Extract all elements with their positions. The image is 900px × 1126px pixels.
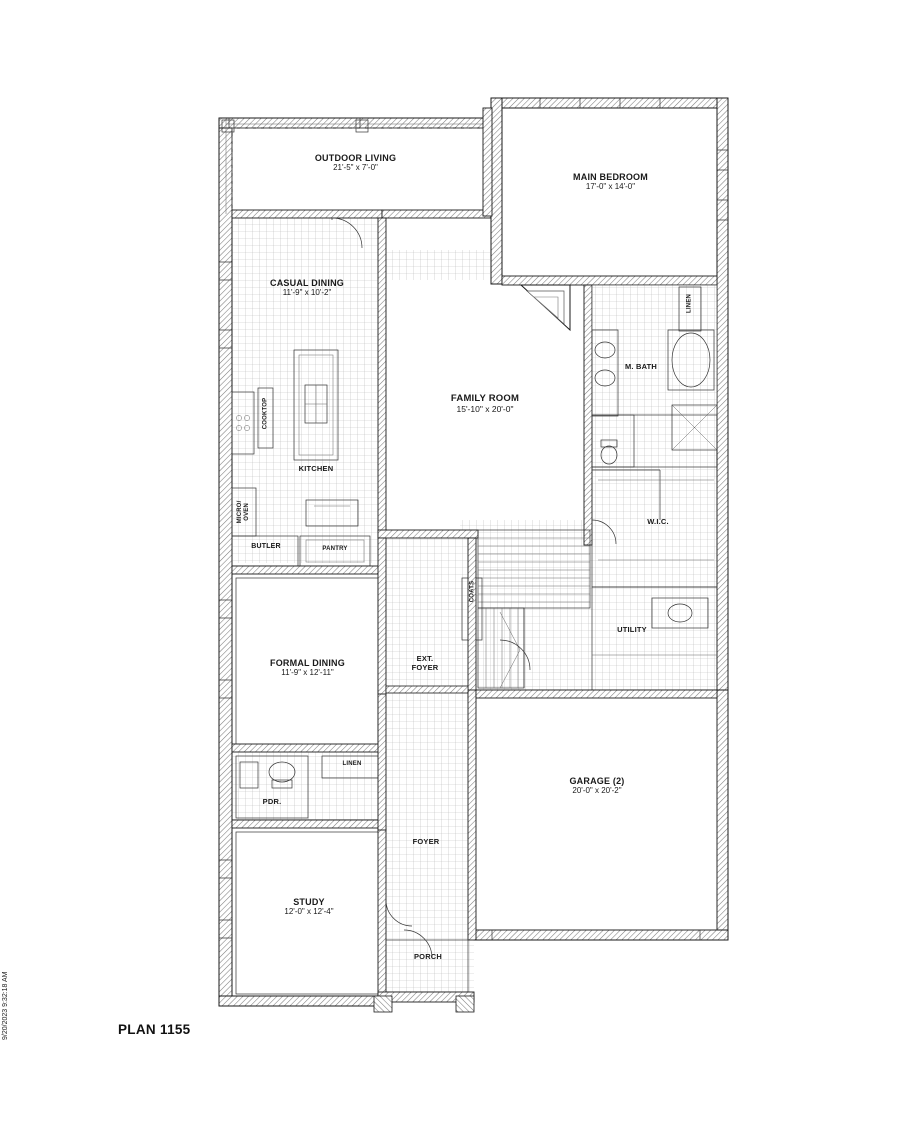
room-name-m-bath: M. BATH xyxy=(624,362,658,371)
room-name-kitchen: KITCHEN xyxy=(298,464,334,473)
linen-lower-text: LINEN xyxy=(342,761,362,767)
room-label-family-room xyxy=(393,394,577,415)
room-label-m-bath xyxy=(596,363,686,372)
micro-oven-line2: OVEN xyxy=(244,502,250,521)
room-name-pantry: PANTRY xyxy=(322,546,348,552)
room-dim-garage: 20'-0" x 20'-2" xyxy=(572,786,622,796)
room-name-utility: UTILITY xyxy=(617,625,647,634)
linen-upper-text: LINEN xyxy=(686,293,693,313)
room-label-wic xyxy=(613,518,703,527)
annotation-linen-upper xyxy=(659,293,721,313)
room-label-main-bedroom xyxy=(508,172,713,192)
room-dim-outdoor-living: 21'-5" x 7'-0" xyxy=(333,163,378,173)
annotation-cooktop xyxy=(235,397,297,430)
room-name-main-bedroom: MAIN BEDROOM xyxy=(573,172,648,182)
room-label-butler xyxy=(236,543,296,551)
room-name-garage: GARAGE (2) xyxy=(569,776,625,786)
room-name-pdr: PDR. xyxy=(262,797,282,806)
room-name-butler: BUTLER xyxy=(251,543,281,550)
room-name-foyer: FOYER xyxy=(412,837,440,846)
room-name-study: STUDY xyxy=(293,897,325,907)
room-label-ext-foyer xyxy=(390,655,460,672)
micro-oven-line1: MICRO/ xyxy=(237,500,244,524)
room-label-foyer xyxy=(392,838,460,847)
room-label-porch xyxy=(393,953,463,962)
room-label-garage xyxy=(508,776,686,796)
annotation-coats xyxy=(442,580,504,603)
room-label-outdoor-living xyxy=(253,153,458,173)
room-name-formal-dining: FORMAL DINING xyxy=(270,658,345,668)
room-label-casual-dining xyxy=(212,278,402,298)
annotation-linen-lower xyxy=(322,761,382,768)
room-name-wic: W.I.C. xyxy=(647,517,669,526)
room-label-utility xyxy=(588,626,676,635)
room-dim-family-room: 15'-10" x 20'-0" xyxy=(456,403,514,414)
room-name-outdoor-living: OUTDOOR LIVING xyxy=(314,153,397,163)
coats-text: COATS xyxy=(469,580,476,603)
room-label-pdr xyxy=(240,798,304,807)
room-dim-formal-dining: 11'-9" x 12'-11" xyxy=(281,668,334,678)
room-dim-main-bedroom: 17'-0" x 14'-0" xyxy=(585,182,636,192)
room-label-kitchen xyxy=(272,465,360,474)
room-name-ext-foyer-line2: FOYER xyxy=(411,662,439,672)
room-name-casual-dining: CASUAL DINING xyxy=(270,278,344,288)
room-label-study xyxy=(218,897,400,917)
room-name-porch: PORCH xyxy=(413,952,443,961)
annotation-micro-oven xyxy=(212,500,276,524)
cooktop-text: COOKTOP xyxy=(262,397,269,430)
room-label-formal-dining xyxy=(215,658,400,678)
room-name-family-room: FAMILY ROOM xyxy=(450,393,520,404)
room-label-pantry xyxy=(306,546,364,553)
room-dim-study: 12'-0" x 12'-4" xyxy=(284,907,334,917)
room-name-ext-foyer-line1: EXT. xyxy=(416,654,434,663)
room-dim-casual-dining: 11'-9" x 10'-2" xyxy=(282,288,332,298)
plan-title: PLAN 1155 xyxy=(118,1022,191,1037)
timestamp: 9/20/2023 9:32:18 AM xyxy=(2,971,9,1040)
